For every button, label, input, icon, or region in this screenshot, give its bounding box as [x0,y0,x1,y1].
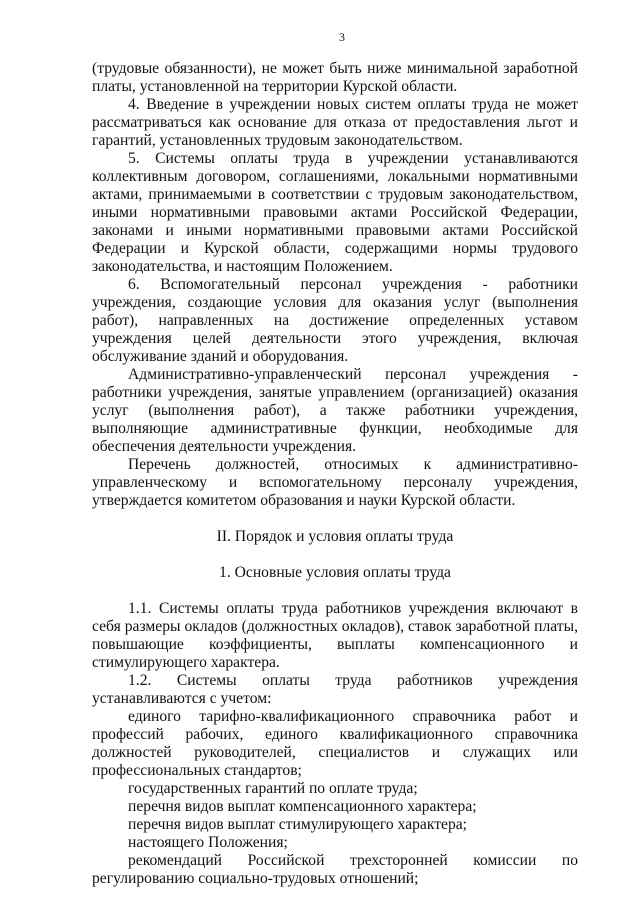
paragraph-5: 5. Системы оплаты труда в учреждении устанавливаются коллективным договором, соглашениями, локальными нормативными актами, принимаемыми в соответствии с трудовым законодательством, иными нормативными правовыми актами Российской Федерации, законами и иными нормативными правовыми актами Российской Федерации и Курской области, содержащими нормы трудового законодательства, и настоящим Положением. [92,150,578,275]
list-item: рекомендаций Российской трехсторонней комиссии по регулированию социально-трудовых отношений; [92,852,578,887]
paragraph-admin-staff: Административно-управленческий персонал учреждения - работники учреждения, занятые управлением (организацией) оказания услуг (выполнения работ), а также работники учреждения, выполняющие административные функции, необходимые для обеспечения деятельности учреждения. [92,366,578,455]
subsection-heading: 1. Основные условия оплаты труда [219,564,451,581]
list-item: перечня видов выплат компенсационного характера; [128,798,477,815]
list-item: перечня видов выплат стимулирующего характера; [128,816,467,833]
clause-1-1: 1.1. Системы оплаты труда работников учреждения включают в себя размеры окладов (должностных окладов), ставок заработной платы, повышающие коэффициенты, выплаты компенсационного и стимулирующего характера. [92,600,578,671]
paragraph-positions-list: Перечень должностей, относимых к административно-управленческому и вспомогательному персоналу учреждения, утверждается комитетом образования и науки Курской области. [92,456,578,509]
clause-1-2: 1.2. Системы оплаты труда работников учреждения устанавливаются с учетом: [92,672,578,707]
list-item: единого тарифно-квалификационного справочника работ и профессий рабочих, единого квалификационного справочника должностей руководителей, специалистов и служащих или профессиональных стандартов; [92,708,578,779]
paragraph-4: 4. Введение в учреждении новых систем оплаты труда не может рассматриваться как основание для отказа от предоставления льгот и гарантий, установленных трудовым законодательством. [92,96,578,149]
page-number: 3 [339,30,345,44]
section-heading: II. Порядок и условия оплаты труда [216,528,454,545]
paragraph-continuation: (трудовые обязанности), не может быть ниже минимальной заработной платы, установленной на территории Курской области. [92,60,578,95]
list-item: государственных гарантий по оплате труда; [128,780,418,797]
paragraph-6: 6. Вспомогательный персонал учреждения - работники учреждения, создающие условия для оказания услуг (выполнения работ), направленных на достижение определенных уставом учреждения целей деятельности этого учреждения, включая обслуживание зданий и оборудования. [92,276,578,365]
list-item: настоящего Положения; [128,834,288,851]
